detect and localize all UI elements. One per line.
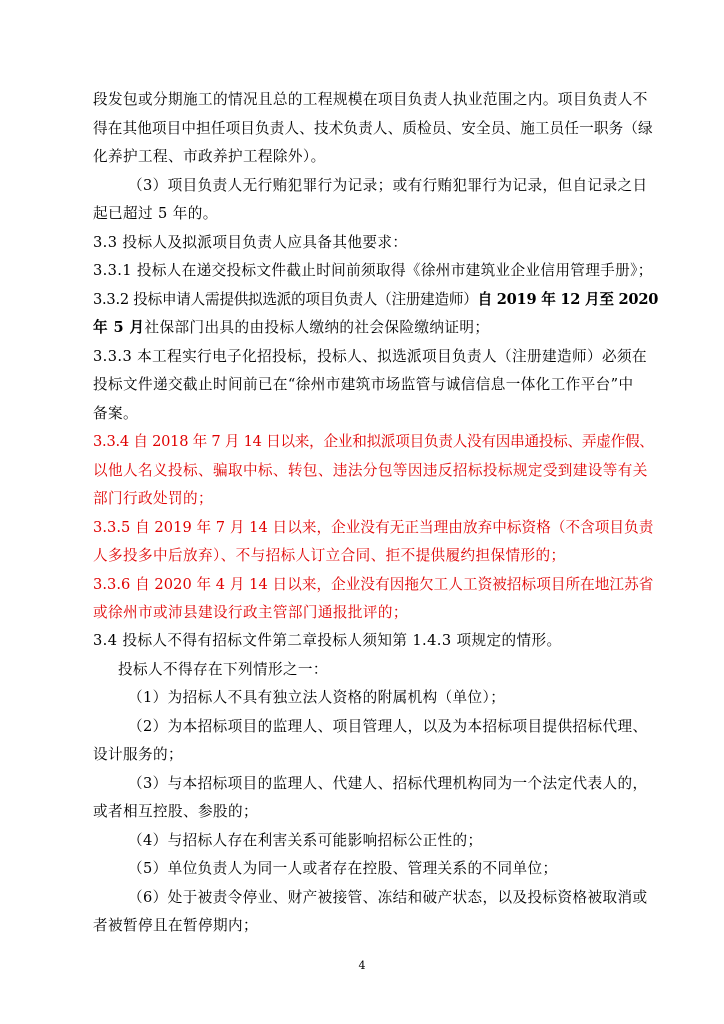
- clause-3-3-3: 3.3.3 本工程实行电子化招投标，投标人、拟选派项目负责人（注册建造师）必须在: [93, 348, 647, 365]
- clause-3-3-2-date-bold: 自 2019 年 12 月至 2020: [477, 291, 659, 308]
- list-item: （2）为本招标项目的监理人、项目管理人，以及为本招标项目提供招标代理、: [128, 718, 648, 735]
- paragraph-line: 化养护工程、市政养护工程除外）。: [93, 148, 326, 165]
- clause-3-3-2-rest: 社保部门出具的由投标人缴纳的社会保险缴纳证明；: [144, 319, 490, 336]
- paragraph-line: 备案。: [93, 405, 138, 422]
- paragraph-line: 投标文件递交截止时间前已在“徐州市建筑市场监管与诚信信息一体化工作平台”中: [93, 376, 634, 393]
- list-item: （3）与本招标项目的监理人、代建人、招标代理机构同为一个法定代表人的，: [128, 775, 648, 792]
- clause-3-3-2: [93, 289, 659, 311]
- clause-3-3-6: 3.3.6 自 2020 年 4 月 14 日以来，企业没有因拖欠工人工资被招标项目所在地江苏省: [93, 576, 654, 593]
- clause-3-3-1: 3.3.1 投标人在递交投标文件截止时间前须取得《徐州市建筑业企业信用管理手册》；: [93, 262, 653, 279]
- paragraph-line: 部门行政处罚的；: [93, 490, 213, 507]
- paragraph-line: 段发包或分期施工的情况且总的工程规模在项目负责人执业范围之内。项目负责人不: [93, 91, 648, 108]
- page-number: 4: [358, 959, 366, 972]
- list-item: （5）单位负责人为同一人或者存在控股、管理关系的不同单位；: [128, 860, 558, 877]
- list-intro: 投标人不得存在下列情形之一：: [118, 661, 328, 678]
- list-item: （1）为招标人不具有独立法人资格的附属机构（单位）；: [128, 689, 506, 706]
- paragraph-line: 起已超过 5 年的。: [93, 205, 218, 222]
- list-item: （4）与招标人存在利害关系可能影响招标公正性的；: [128, 832, 483, 849]
- clause-3-3-2-cont: [93, 317, 653, 339]
- list-item-cont: 者被暂停且在暂停期内；: [93, 917, 258, 934]
- paragraph-line: （3）项目负责人无行贿犯罪行为记录；或有行贿犯罪行为记录，但自记录之日: [128, 177, 648, 194]
- paragraph-line: 或徐州市或沛县建设行政主管部门通报批评的；: [93, 604, 408, 621]
- clause-3-3-5: 3.3.5 自 2019 年 7 月 14 日以来，企业没有无正当理由放弃中标资格（不含项目负责: [93, 519, 654, 536]
- clause-3-3-2-text: 3.3.2 投标申请人需提供拟选派的项目负责人（注册建造师）: [93, 291, 478, 308]
- list-item-cont: 或者相互控股、参股的；: [93, 803, 258, 820]
- clause-3-3-2-month-bold: 年 5 月: [93, 319, 145, 336]
- list-item: （6）处于被责令停业、财产被接管、冻结和破产状态，以及投标资格被取消或: [128, 889, 648, 906]
- clause-3-3-4: 3.3.4 自 2018 年 7 月 14 日以来，企业和拟派项目负责人没有因串通投标、弄虚作假、: [93, 433, 654, 450]
- list-item-cont: 设计服务的；: [93, 746, 183, 763]
- paragraph-line: 以他人名义投标、骗取中标、转包、违法分包等因违反招标投标规定受到建设等有关: [93, 462, 648, 479]
- section-heading-3-4: 3.4 投标人不得有招标文件第二章投标人须知第 1.4.3 项规定的情形。: [93, 632, 562, 649]
- section-heading-3-3: 3.3 投标人及拟派项目负责人应具备其他要求：: [93, 234, 408, 251]
- paragraph-line: 得在其他项目中担任项目负责人、技术负责人、质检员、安全员、施工员任一职务（绿: [93, 120, 653, 137]
- paragraph-line: 人多投多中后放弃）、不与招标人订立合同、拒不提供履约担保情形的；: [93, 547, 566, 564]
